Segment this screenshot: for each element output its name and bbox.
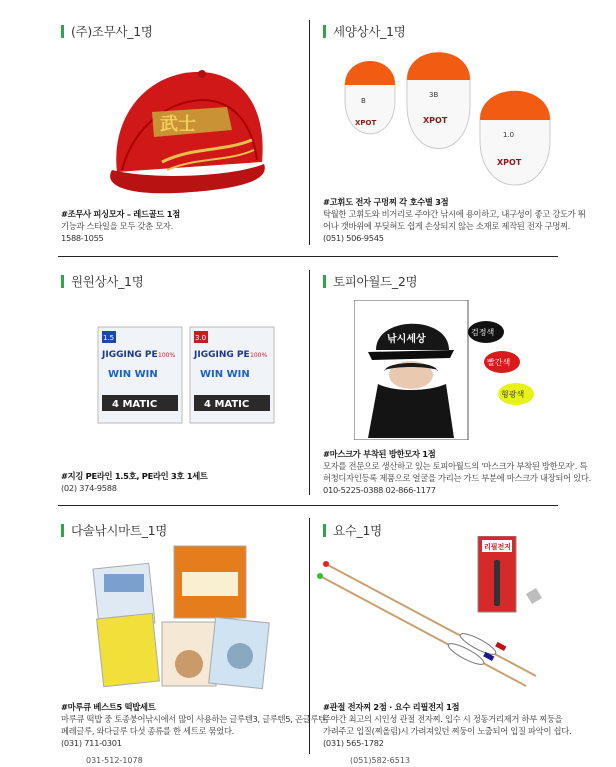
heading-bar: [61, 25, 64, 38]
phone: 010-5225-0388 02-866-1177: [323, 485, 436, 495]
column-divider: [309, 270, 310, 495]
svg-text:100%: 100%: [158, 352, 176, 359]
desc-line: 가려주고 입질(찌올림)시 가려져있던 찌둥이 노출되어 입질 파악이 쉽다.: [323, 726, 572, 736]
svg-text:4 MATIC: 4 MATIC: [112, 399, 158, 410]
float-large: [480, 91, 550, 185]
phone: (051) 506-9545: [323, 233, 384, 243]
section-heading: [61, 22, 153, 40]
svg-text:XPOT: XPOT: [497, 158, 522, 167]
heading-text: 원원상사_1명: [71, 274, 144, 289]
electric-float-set-image: [316, 536, 556, 692]
svg-text:WIN WIN: WIN WIN: [108, 369, 158, 380]
svg-text:낚시세상: 낚시세상: [387, 334, 426, 345]
mask-cap-image: [354, 300, 554, 440]
svg-text:리필전지: 리필전지: [484, 543, 512, 551]
product-title: #마루큐 베스트5 떡밥세트: [61, 702, 156, 712]
bait-set-image: [92, 544, 270, 694]
product-title: #마스크가 부착된 방한모자 1점: [323, 449, 436, 459]
desc-line: 허청디자인등록 제품으로 얼굴을 가리는 가드 부분에 마스크가 내장되어 있다.: [323, 473, 591, 483]
svg-text:3B: 3B: [429, 91, 439, 99]
desc-line: 탁월한 고휘도와 비거리로 주야간 낚시에 용이하고, 내구성이 좋고 강도가 뛰: [323, 209, 586, 219]
desc-line: 페레글루, 와다글루 다섯 종류를 한 세트로 묶었다.: [61, 726, 234, 736]
phone: 1588-1055: [61, 233, 104, 243]
pe-box-1: [98, 327, 182, 423]
phone: (031) 565-1782: [323, 738, 384, 748]
desc-line: 모자를 전문으로 생산하고 있는 토피아월드의 '마스크가 부착된 방한모자'. 특: [323, 461, 588, 471]
product-title: #고휘도 전자 구멍찌 각 호수별 3점: [323, 197, 449, 207]
svg-text:검정색: 검정색: [471, 328, 495, 337]
phone: (02) 374-9588: [61, 483, 117, 493]
row-divider: [58, 256, 558, 257]
red-cap-image: [92, 52, 282, 202]
pe-box-2: [190, 327, 274, 423]
row-divider: [58, 505, 558, 506]
footer-right: (051)582-6513: [350, 756, 411, 765]
desc-line: 마루큐 떡밥 중 토종붕어낚시에서 많이 사용하는 글루텐3, 글루텐5, 곤글루텐,: [61, 714, 329, 724]
svg-text:XPOT: XPOT: [423, 116, 448, 125]
svg-text:3.0: 3.0: [195, 334, 207, 342]
heading-bar: [61, 275, 64, 288]
section-description: [323, 448, 591, 496]
svg-text:XPOT: XPOT: [355, 119, 377, 127]
svg-text:1.0: 1.0: [503, 131, 515, 139]
desc-line: 기능과 스타일을 모두 갖춘 모자.: [61, 221, 173, 231]
section-description: [61, 701, 328, 749]
section-heading: [323, 272, 417, 290]
section-description: [323, 196, 586, 244]
svg-text:武士: 武士: [160, 114, 196, 135]
svg-text:1.5: 1.5: [103, 334, 115, 342]
section-description: [323, 701, 571, 749]
svg-text:WIN WIN: WIN WIN: [200, 369, 250, 380]
section-description: [61, 208, 180, 244]
heading-bar: [323, 25, 326, 38]
heading-bar: [61, 524, 64, 537]
product-title: #조무사 피싱모자 – 레드골드 1점: [61, 209, 180, 219]
svg-text:JIGGING PE: JIGGING PE: [102, 350, 158, 360]
float-label: B: [361, 97, 366, 105]
footer-left: 031-512-1078: [86, 756, 143, 765]
heading-bar: [323, 275, 326, 288]
heading-text: 다솔낚시마트_1명: [71, 523, 168, 538]
section-heading: [61, 272, 143, 290]
heading-text: (주)조무사_1명: [71, 24, 153, 39]
heading-text: 토피아월드_2명: [333, 274, 418, 289]
svg-text:빨간색: 빨간색: [487, 358, 511, 367]
svg-text:100%: 100%: [250, 352, 268, 359]
heading-text: 요수_1명: [333, 523, 382, 538]
section-heading: [61, 521, 167, 539]
section-heading: [323, 22, 405, 40]
column-divider: [309, 20, 310, 245]
section-description: [61, 470, 208, 494]
svg-text:4 MATIC: 4 MATIC: [204, 399, 250, 410]
float-medium: [407, 52, 470, 148]
heading-bar: [323, 524, 326, 537]
svg-text:형광색: 형광색: [501, 390, 525, 399]
phone: (031) 711-0301: [61, 738, 122, 748]
pe-line-boxes-image: [96, 325, 276, 425]
product-title: #관절 전자찌 2점 · 요수 리필전지 1점: [323, 702, 460, 712]
electric-float-image: [335, 45, 575, 205]
desc-line: 주야간 최고의 시인성 관절 전자찌. 입수 시 정동거리제거 하부 찌둥을: [323, 714, 563, 724]
svg-text:JIGGING PE: JIGGING PE: [194, 350, 250, 360]
desc-line: 어나 갯바위에 부딪혀도 쉽게 손상되지 않는 소재로 제작된 전자 구멍찌.: [323, 221, 571, 231]
product-title: #지깅 PE라인 1.5호, PE라인 3호 1세트: [61, 471, 208, 481]
heading-text: 세양상사_1명: [333, 24, 406, 39]
float-small: [345, 61, 395, 134]
